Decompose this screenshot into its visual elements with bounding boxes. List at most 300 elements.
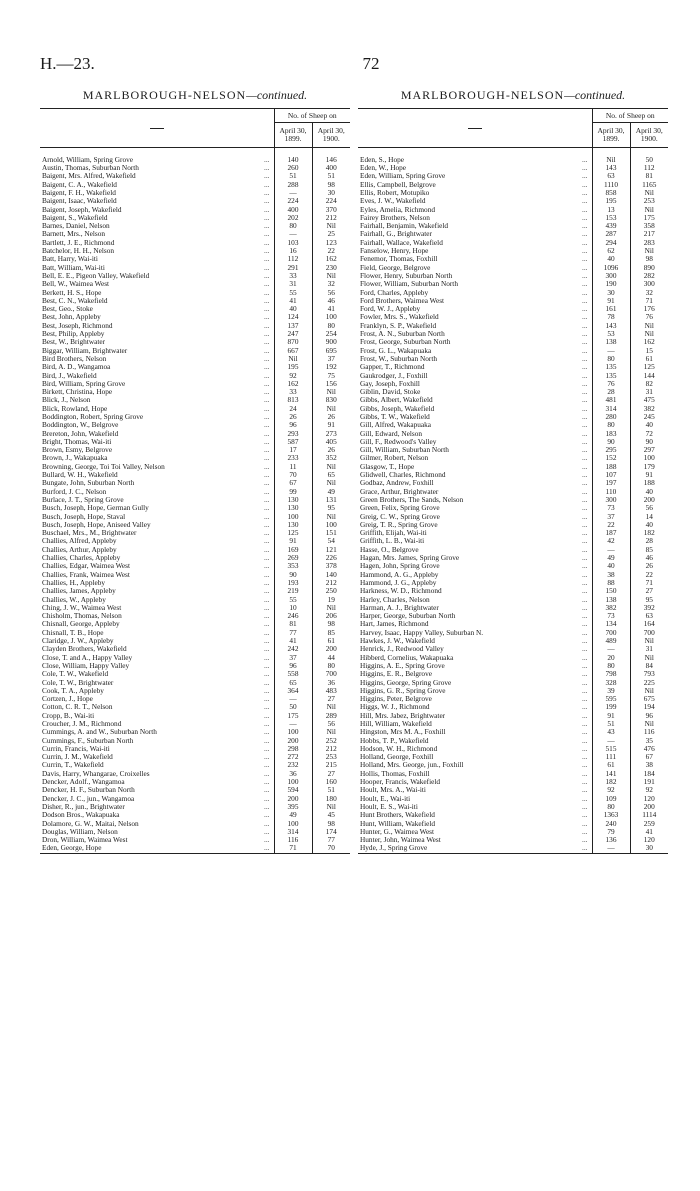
owner-name: Best, Joseph, Richmond <box>42 321 113 330</box>
right-table-body <box>358 148 668 854</box>
table-row <box>358 836 668 844</box>
table-row <box>358 264 668 272</box>
leader-dots: ... <box>582 230 588 239</box>
table-row <box>358 454 668 462</box>
sheep-1899: 116 <box>274 836 312 844</box>
owner-name: Hasse, O., Belgrove <box>360 545 419 554</box>
sheep-1899: 39 <box>592 687 630 695</box>
sheep-1899: 91 <box>274 537 312 545</box>
leader-dots: ... <box>264 554 270 563</box>
left-group-header: No. of Sheep on <box>274 109 350 123</box>
leader-dots: ... <box>582 753 588 762</box>
table-row <box>40 562 350 570</box>
sheep-1899: 100 <box>274 820 312 828</box>
sheep-1900: 793 <box>630 670 668 678</box>
sheep-1899: 13 <box>592 206 630 214</box>
sheep-1900: 120 <box>630 836 668 844</box>
sheep-1900: 1114 <box>630 811 668 819</box>
table-row <box>358 189 668 197</box>
owner-name: Blick, J., Nelson <box>42 396 91 405</box>
leader-dots: ... <box>264 719 270 728</box>
owner-name: Disher, R., jun., Brightwater <box>42 802 125 811</box>
table-row <box>358 330 668 338</box>
table-row <box>40 596 350 604</box>
owner-name: Chisnall, T. B., Hope <box>42 628 104 637</box>
owner-name: Brown, Esmy, Belgrove <box>42 446 113 455</box>
sheep-1899: 187 <box>592 529 630 537</box>
table-row <box>358 388 668 396</box>
owner-name: Fanselow, Henry, Hope <box>360 247 429 256</box>
owner-name: Chisnall, George, Appleby <box>42 620 120 629</box>
table-row <box>358 488 668 496</box>
owner-name: Currin, Francis, Wai-iti <box>42 744 110 753</box>
leader-dots: ... <box>264 728 270 737</box>
table-row <box>358 770 668 778</box>
sheep-1899: 291 <box>274 264 312 272</box>
owner-name: Gill, F., Redwood's Valley <box>360 437 437 446</box>
owner-name: Fairhall, Benjamin, Wakefield <box>360 222 449 231</box>
owner-name: Flower, Henry, Suburban North <box>360 271 453 280</box>
owner-name: Brown, J., Wakapuaka <box>42 454 108 463</box>
table-row <box>358 322 668 330</box>
sheep-1899: 91 <box>592 712 630 720</box>
sheep-1899: 481 <box>592 396 630 404</box>
table-row <box>358 695 668 703</box>
sheep-1899: — <box>592 645 630 653</box>
leader-dots: ... <box>582 404 588 413</box>
table-row <box>358 214 668 222</box>
sheep-1900: 217 <box>630 230 668 238</box>
table-row <box>40 604 350 612</box>
leader-dots: ... <box>264 188 270 197</box>
sheep-1900: 91 <box>630 471 668 479</box>
leader-dots: ... <box>264 446 270 455</box>
leader-dots: ... <box>582 487 588 496</box>
sheep-1900: 26 <box>630 562 668 570</box>
sheep-1900: 230 <box>312 264 350 272</box>
sheep-1899: 858 <box>592 189 630 197</box>
table-row <box>358 761 668 769</box>
owner-name: Franklyn, S. P., Wakefield <box>360 321 437 330</box>
owner-name: Harvey, Isaac, Happy Valley, Suburban N. <box>360 628 484 637</box>
leader-dots: ... <box>264 736 270 745</box>
leader-dots: ... <box>264 562 270 571</box>
table-row <box>358 496 668 504</box>
owner-name: Batt, William, Wai-iti <box>42 263 105 272</box>
leader-dots: ... <box>264 520 270 529</box>
sheep-1899: 33 <box>274 388 312 396</box>
owner-name: Birkett, Christina, Hope <box>42 388 113 397</box>
table-row <box>40 471 350 479</box>
leader-dots: ... <box>582 769 588 778</box>
sheep-1899: 37 <box>274 654 312 662</box>
sheep-1899: 136 <box>592 836 630 844</box>
sheep-1900: 65 <box>312 471 350 479</box>
owner-name: Ellis, Campbell, Belgrove <box>360 180 436 189</box>
sheep-1899: — <box>592 546 630 554</box>
owner-name: Green, Felix, Spring Grove <box>360 504 440 513</box>
owner-name: Frost, A. N., Suburban North <box>360 330 445 339</box>
sheep-1900: 289 <box>312 712 350 720</box>
leader-dots: ... <box>582 396 588 405</box>
table-row <box>358 305 668 313</box>
sheep-1899: 224 <box>274 197 312 205</box>
sheep-1899: 138 <box>592 338 630 346</box>
sheep-1899: 288 <box>274 181 312 189</box>
sheep-1900: 253 <box>630 197 668 205</box>
sheep-1899: 162 <box>274 380 312 388</box>
leader-dots: ... <box>582 686 588 695</box>
sheep-1899: 11 <box>274 463 312 471</box>
sheep-1900: 144 <box>630 372 668 380</box>
owner-name: Higgins, G. R., Spring Grove <box>360 686 446 695</box>
sheep-1899: 125 <box>274 529 312 537</box>
sheep-1900: 162 <box>312 255 350 263</box>
sheep-1900: 700 <box>312 670 350 678</box>
leader-dots: ... <box>582 222 588 231</box>
table-row <box>358 313 668 321</box>
leader-dots: ... <box>264 296 270 305</box>
sheep-1899: 175 <box>274 712 312 720</box>
table-row <box>40 463 350 471</box>
sheep-1899: 197 <box>592 479 630 487</box>
sheep-1900: 252 <box>312 737 350 745</box>
table-row <box>358 654 668 662</box>
table-row <box>40 737 350 745</box>
sheep-1899: 242 <box>274 645 312 653</box>
leader-dots: ... <box>264 637 270 646</box>
sheep-1900: 123 <box>312 239 350 247</box>
sheep-1899: 1110 <box>592 181 630 189</box>
owner-name: Challies, Arthur, Appleby <box>42 545 117 554</box>
owner-name: Challies, W., Appleby <box>42 595 106 604</box>
sheep-1900: 82 <box>630 380 668 388</box>
sheep-1899: 269 <box>274 554 312 562</box>
table-row <box>358 479 668 487</box>
owner-name: Biggar, William, Brightwater <box>42 346 128 355</box>
sheep-1899: 195 <box>592 197 630 205</box>
sheep-1899: 188 <box>592 463 630 471</box>
sheep-1900: 184 <box>630 770 668 778</box>
owner-name: Arnold, William, Spring Grove <box>42 155 133 164</box>
left-col-1899-header: April 30, 1899. <box>274 123 312 148</box>
sheep-1900: 282 <box>630 272 668 280</box>
owner-name: Baigent, F. H., Wakefield <box>42 188 116 197</box>
table-row <box>358 206 668 214</box>
sheep-1900: Nil <box>630 330 668 338</box>
sheep-1900: 120 <box>630 795 668 803</box>
leader-dots: ... <box>264 686 270 695</box>
owner-name: Gibbs, Joseph, Wakefield <box>360 404 435 413</box>
owner-name: Davis, Harry, Whangarae, Croixelles <box>42 769 150 778</box>
leader-dots: ... <box>264 330 270 339</box>
table-row <box>40 421 350 429</box>
owner-name: Hobbs, T. P., Wakefield <box>360 736 429 745</box>
sheep-1899: 41 <box>274 637 312 645</box>
leader-dots: ... <box>264 703 270 712</box>
sheep-1899: 130 <box>274 521 312 529</box>
leader-dots: ... <box>582 363 588 372</box>
owner-name: Greig, C. W., Spring Grove <box>360 512 440 521</box>
sheep-1900: 100 <box>312 521 350 529</box>
sheep-1899: 353 <box>274 562 312 570</box>
owner-name: Bird Brothers, Nelson <box>42 354 107 363</box>
table-row <box>358 347 668 355</box>
owner-name: Greig, T. R., Spring Grove <box>360 520 438 529</box>
table-row <box>40 372 350 380</box>
sheep-1899: 587 <box>274 438 312 446</box>
sheep-1899: 51 <box>592 720 630 728</box>
owner-name: Hagan, Mrs. James, Spring Grove <box>360 554 460 563</box>
sheep-1899: 71 <box>274 844 312 853</box>
sheep-1899: 152 <box>592 454 630 462</box>
left-sheep-table <box>40 108 350 854</box>
owner-name: Higgins, Peter, Belgrove <box>360 695 432 704</box>
owner-name: Hingston, Mrs M. A., Foxhill <box>360 728 446 737</box>
sheep-1899: 232 <box>274 761 312 769</box>
sheep-1900: 273 <box>312 430 350 438</box>
sheep-1899: 182 <box>592 778 630 786</box>
sheep-1899: 61 <box>592 761 630 769</box>
leader-dots: ... <box>264 512 270 521</box>
sheep-1900: 194 <box>630 703 668 711</box>
table-row <box>40 795 350 803</box>
sheep-1899: 80 <box>592 421 630 429</box>
table-row <box>40 454 350 462</box>
leader-dots: ... <box>264 504 270 513</box>
sheep-1900: 35 <box>630 737 668 745</box>
leader-dots: ... <box>264 471 270 480</box>
owner-name: Flower, William, Suburban North <box>360 280 458 289</box>
leader-dots: ... <box>582 719 588 728</box>
leader-dots: ... <box>582 827 588 836</box>
leader-dots: ... <box>264 479 270 488</box>
sheep-1900: 44 <box>312 654 350 662</box>
table-row <box>358 604 668 612</box>
owner-name: Clayden Brothers, Wakefield <box>42 645 127 654</box>
leader-dots: ... <box>582 761 588 770</box>
table-row <box>40 363 350 371</box>
table-row <box>358 230 668 238</box>
owner-name: Hunter, G., Waimea West <box>360 827 435 836</box>
sheep-1900: 63 <box>630 612 668 620</box>
sheep-1899: 240 <box>592 820 630 828</box>
owner-name: Hooper, Francis, Wakefield <box>360 778 441 787</box>
sheep-1900: 370 <box>312 206 350 214</box>
sheep-1900: 49 <box>312 488 350 496</box>
leader-dots: ... <box>582 164 588 173</box>
leader-dots: ... <box>264 794 270 803</box>
owner-name: Eden, William, Spring Grove <box>360 172 446 181</box>
leader-dots: ... <box>264 155 270 164</box>
sheep-1899: 73 <box>592 504 630 512</box>
owner-name: Cortzen, J., Hope <box>42 695 93 704</box>
sheep-1900: 226 <box>312 554 350 562</box>
owner-name: Green Brothers, The Sands, Nelson <box>360 495 464 504</box>
table-row <box>40 272 350 280</box>
leader-dots: ... <box>582 180 588 189</box>
table-row <box>358 662 668 670</box>
table-row <box>40 670 350 678</box>
table-row <box>40 214 350 222</box>
sheep-1899: 40 <box>274 305 312 313</box>
table-row <box>358 197 668 205</box>
sheep-1899: 439 <box>592 222 630 230</box>
sheep-1899: 798 <box>592 670 630 678</box>
sheep-1899: 190 <box>592 280 630 288</box>
sheep-1900: 27 <box>312 770 350 778</box>
sheep-1900: 40 <box>630 421 668 429</box>
table-row <box>358 513 668 521</box>
owner-name: Chisholm, Thomas, Nelson <box>42 612 122 621</box>
table-row <box>358 529 668 537</box>
left-title-suffix: —continued. <box>246 88 308 102</box>
leader-dots: ... <box>260 844 274 853</box>
leader-dots: ... <box>582 620 588 629</box>
table-row <box>358 172 668 180</box>
sheep-1899: 143 <box>592 164 630 172</box>
sheep-1899: 100 <box>274 513 312 521</box>
sheep-1899: 200 <box>274 795 312 803</box>
owner-name: Boddington, W., Belgrove <box>42 421 119 430</box>
owner-name: Hunt, William, Wakefield <box>360 819 436 828</box>
sheep-1899: 489 <box>592 637 630 645</box>
leader-dots: ... <box>582 811 588 820</box>
sheep-1899: 88 <box>592 579 630 587</box>
sheep-1899: Nil <box>274 355 312 363</box>
table-row <box>358 828 668 836</box>
sheep-1900: 22 <box>312 247 350 255</box>
sheep-1899: 364 <box>274 687 312 695</box>
owner-name: Fairey Brothers, Nelson <box>360 213 430 222</box>
sheep-1899: 100 <box>274 778 312 786</box>
leader-dots: ... <box>582 537 588 546</box>
sheep-1900: 675 <box>630 695 668 703</box>
table-row <box>358 380 668 388</box>
sheep-1899: 112 <box>274 255 312 263</box>
sheep-1899: 515 <box>592 745 630 753</box>
sheep-1899: 30 <box>592 289 630 297</box>
sheep-1899: 107 <box>592 471 630 479</box>
leader-dots: ... <box>264 587 270 596</box>
table-row <box>40 679 350 687</box>
owner-name: Fairhall, Wallace, Wakefield <box>360 238 443 247</box>
sheep-1899: 96 <box>274 421 312 429</box>
sheep-1900: Nil <box>630 247 668 255</box>
leader-dots: ... <box>264 313 270 322</box>
leader-dots: ... <box>582 786 588 795</box>
table-row <box>358 413 668 421</box>
table-row <box>40 587 350 595</box>
table-row <box>40 513 350 521</box>
sheep-1900: 40 <box>630 521 668 529</box>
sheep-1900: 125 <box>630 363 668 371</box>
table-row <box>40 654 350 662</box>
table-row <box>358 687 668 695</box>
table-row <box>40 844 350 853</box>
sheep-1899: — <box>274 695 312 703</box>
owner-name: Dron, William, Waimea West <box>42 836 128 845</box>
sheep-1899: 295 <box>592 446 630 454</box>
sheep-1900: 30 <box>630 844 668 853</box>
sheep-1900: 54 <box>312 537 350 545</box>
leader-dots: ... <box>582 247 588 256</box>
sheep-1899: 135 <box>592 363 630 371</box>
owner-name: Gaukrodger, J., Foxhill <box>360 371 428 380</box>
owner-name: Gay, Joseph, Foxhill <box>360 379 420 388</box>
sheep-1899: 73 <box>592 612 630 620</box>
table-row <box>40 529 350 537</box>
sheep-1900: 378 <box>312 562 350 570</box>
sheep-1900: 61 <box>630 355 668 363</box>
leader-dots: ... <box>582 678 588 687</box>
sheep-1900: Nil <box>312 388 350 396</box>
sheep-1900: 80 <box>312 322 350 330</box>
leader-dots: ... <box>264 280 270 289</box>
owner-name: Cropp, B., Wai-iti <box>42 711 95 720</box>
table-row <box>358 222 668 230</box>
sheep-1899: 293 <box>274 430 312 438</box>
table-row <box>358 562 668 570</box>
sheep-1900: 206 <box>312 612 350 620</box>
leader-dots: ... <box>264 529 270 538</box>
sheep-1900: 225 <box>630 679 668 687</box>
owner-name: Best, C. N., Wakefield <box>42 296 108 305</box>
owner-name: Dolamore, G. W., Maitai, Nelson <box>42 819 139 828</box>
table-row <box>358 803 668 811</box>
leader-dots: ... <box>582 711 588 720</box>
sheep-1900: 80 <box>312 662 350 670</box>
owner-name: Cook, T. A., Appleby <box>42 686 104 695</box>
leader-dots: ... <box>264 205 270 214</box>
sheep-1899: 328 <box>592 679 630 687</box>
table-row <box>358 363 668 371</box>
leader-dots: ... <box>264 819 270 828</box>
owner-name: Fairhall, G., Brightwater <box>360 230 432 239</box>
owner-name: Baigent, Mrs. Alfred, Wakefield <box>42 172 136 181</box>
sheep-1900: 30 <box>312 189 350 197</box>
table-row <box>40 753 350 761</box>
table-row <box>40 612 350 620</box>
left-col-1900-header: April 30, 1900. <box>312 123 350 148</box>
owner-name: Hawkes, J. W., Wakefield <box>360 637 435 646</box>
sheep-1900: 1165 <box>630 181 668 189</box>
owner-name: Dencker, Adolf., Wangamoa <box>42 778 125 787</box>
leader-dots: ... <box>264 462 270 471</box>
sheep-1900: 179 <box>630 463 668 471</box>
table-row <box>40 803 350 811</box>
header-dash <box>468 128 482 129</box>
leader-dots: ... <box>582 471 588 480</box>
sheep-1900: 77 <box>312 836 350 844</box>
leader-dots: ... <box>264 827 270 836</box>
sheep-1900: 26 <box>312 413 350 421</box>
table-row <box>40 695 350 703</box>
sheep-1899: 70 <box>274 471 312 479</box>
table-row <box>40 770 350 778</box>
sheep-1899: 153 <box>592 214 630 222</box>
sheep-1900: 27 <box>312 695 350 703</box>
sheep-1900: 76 <box>630 313 668 321</box>
table-row <box>40 620 350 628</box>
sheep-1900: 84 <box>630 662 668 670</box>
sheep-1899: 80 <box>592 662 630 670</box>
leader-dots: ... <box>582 578 588 587</box>
owner-name: Close, William, Happy Valley <box>42 661 130 670</box>
owner-name: Buschael, Mrs., M., Brightwater <box>42 529 137 538</box>
owner-name: Brereton, John, Wakefield <box>42 429 119 438</box>
right-col-1900-header: April 30, 1900. <box>630 123 668 148</box>
